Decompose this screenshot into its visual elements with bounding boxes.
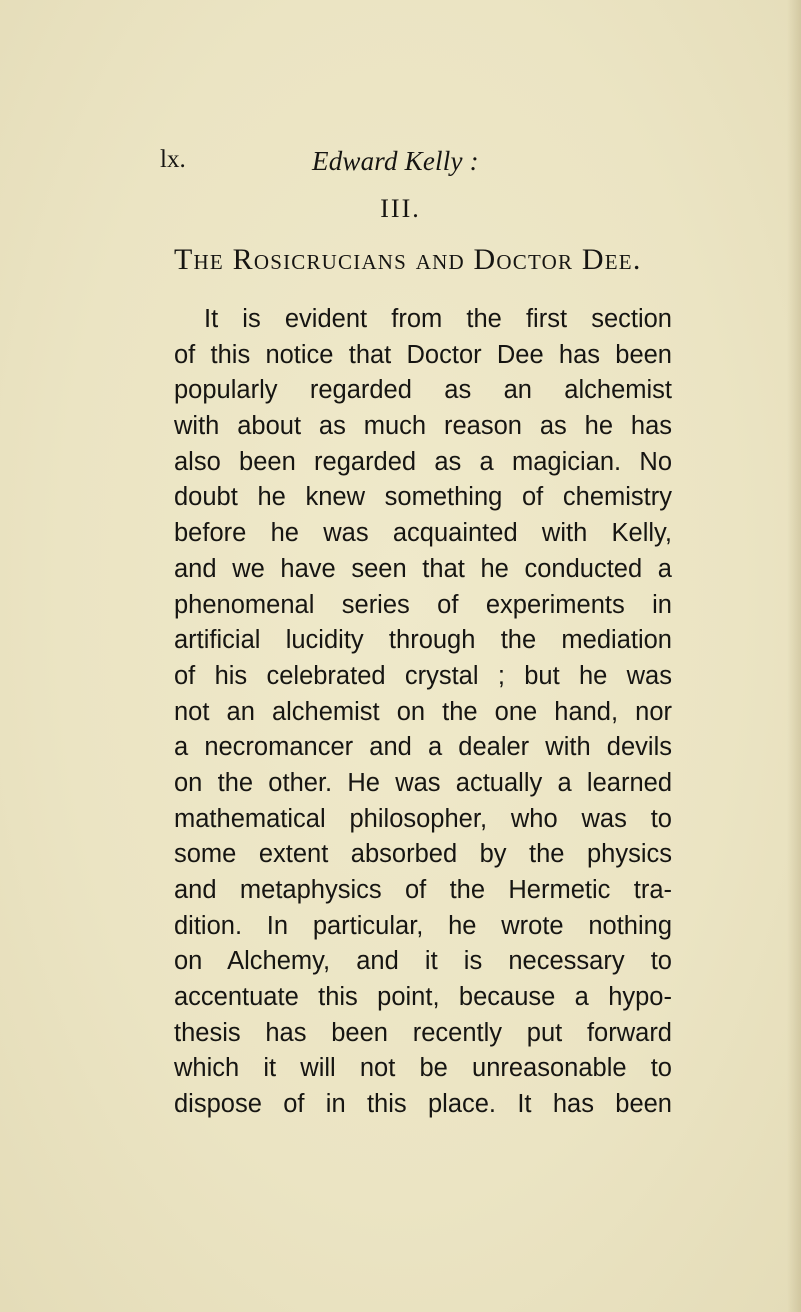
text-line: a necromancer and a dealer with devils xyxy=(174,733,672,762)
text-line: before he was acquainted with Kelly, xyxy=(174,519,672,548)
body-paragraph xyxy=(174,302,672,1123)
text-line: and metaphysics of the Hermetic tra- xyxy=(174,876,672,904)
text-line: popularly regarded as an alchemist xyxy=(174,376,672,405)
text-line: mathematical philosopher, who was to xyxy=(174,804,672,833)
text-line: of his celebrated crystal ; but he was xyxy=(174,661,672,690)
text-line: It is evident from the first section xyxy=(204,305,672,333)
text-line: which it will not be unreasonable to xyxy=(174,1054,672,1083)
text-line: on the other. He was actually a learned xyxy=(174,768,672,797)
text-line: and we have seen that he conducted a xyxy=(174,554,672,583)
text-line: with about as much reason as he has xyxy=(174,412,672,441)
running-head xyxy=(160,146,650,178)
text-line: on Alchemy, and it is necessary to xyxy=(174,947,672,976)
page-number: lx. xyxy=(160,146,186,173)
section-number: III. xyxy=(380,194,421,223)
text-line: not an alchemist on the one hand, nor xyxy=(174,697,672,726)
text-line: artificial lucidity through the mediation xyxy=(174,626,672,655)
text-line: phenomenal series of experiments in xyxy=(174,590,672,619)
running-head-title: Edward Kelly : xyxy=(312,146,479,176)
section-title: The Rosicrucians and Doctor Dee. xyxy=(174,243,642,276)
text-line: accentuate this point, because a hypo- xyxy=(174,983,672,1012)
text-line: some extent absorbed by the physics xyxy=(174,840,672,869)
text-line: dition. In particular, he wrote nothing xyxy=(174,911,672,940)
text-line: thesis has been recently put forward xyxy=(174,1018,672,1047)
text-line: dispose of in this place. It has been xyxy=(174,1090,672,1119)
text-line: of this notice that Doctor Dee has been xyxy=(174,340,672,369)
text-line: also been regarded as a magician. No xyxy=(174,447,672,476)
text-line: doubt he knew something of chemistry xyxy=(174,483,672,512)
